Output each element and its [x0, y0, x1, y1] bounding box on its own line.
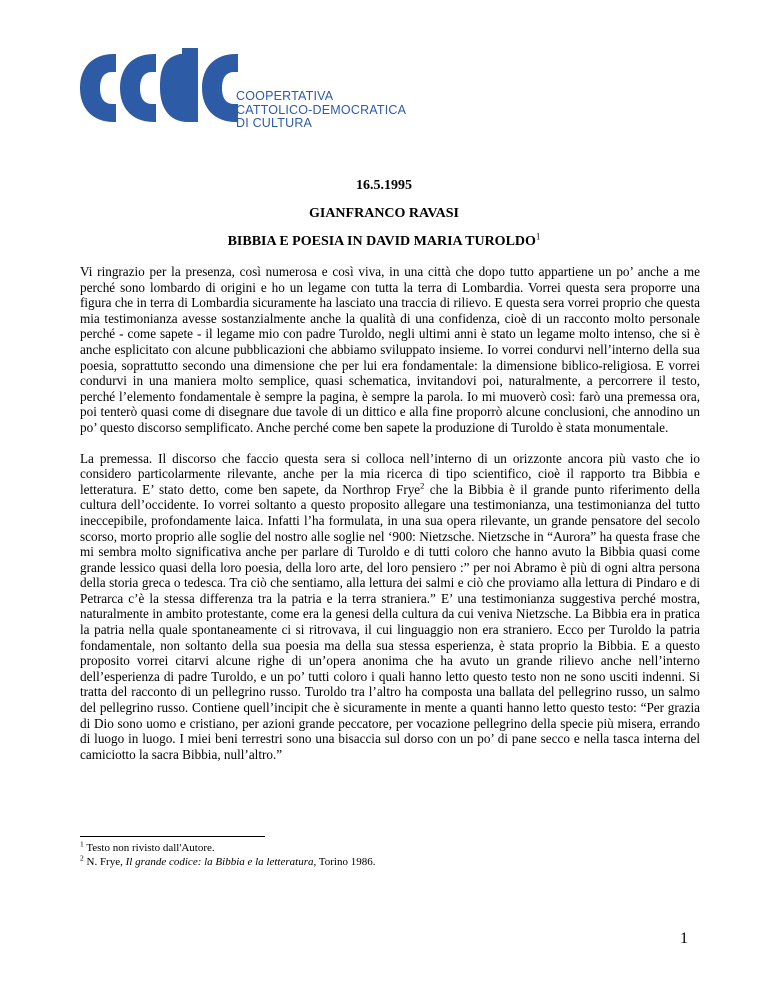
- footnote-1: [80, 839, 375, 856]
- footnote-text-pre: N. Frye,: [86, 855, 126, 868]
- footnote-number: 1: [80, 839, 84, 849]
- footnote-divider: [80, 836, 265, 837]
- organization-line-3: DI CULTURA: [236, 116, 313, 130]
- organization-line-2: CATTOLICO-DEMOCRATICA: [236, 102, 407, 117]
- footnote-2: [80, 852, 376, 870]
- footnote-number: 2: [80, 852, 84, 862]
- page-number: 1: [680, 930, 688, 947]
- document-body: [80, 264, 700, 777]
- footnote-text-post: , Torino 1986.: [313, 855, 376, 868]
- footnote-book-title: Il grande codice: la Bibbia e la letteratura: [125, 855, 314, 868]
- footnote-ref-1[interactable]: 1: [535, 231, 541, 242]
- footnotes: [80, 839, 376, 869]
- organization-line-1: COOPERTATIVA: [236, 89, 334, 103]
- organization-name: [236, 90, 406, 131]
- footnote-text: Testo non rivisto dall'Autore.: [86, 842, 215, 854]
- paragraph-2: [80, 451, 700, 763]
- paragraph-2-text-a: La premessa. Il discorso che faccio questa sera si colloca nell’interno di un orizzonte ancora più vasto che io considero particolarmente rilevante, anche per la mia ricerca di tipo scientifico, cioè il rapporto tra Bibbia e letteratura. E’ stato detto, come ben sapete, da Northrop Frye: [80, 450, 700, 497]
- lecture-title-text: BIBBIA E POESIA IN DAVID MARIA TUROLDO: [227, 234, 536, 249]
- paragraph-1: Vi ringrazio per la presenza, così numerosa e così viva, in una città che dopo tutto appartiene un po’ anche a me perché sono lombardo di origini e ho un legame con tutta la terra di Lombardia. Vorrei questa sera proporre una figura che in terra di Lombardia sicuramente ha lasciato una traccia di rilievo. E questa sera vorrei proprio che questa mia testimonianza avesse sostanzialmente anche la qualità di una confidenza, cioè di un racconto molto personale perché - come sapete - il legame mio con padre Turoldo, negli ultimi anni è stato un legame molto intenso, che si è anche esplicitato con alcune pubblicazioni che abbiamo sviluppato insieme. Io vorrei condurvi nell’interno della sua poesia, soprattutto secondo una dimensione che per lui era fondamentale: la dimensione biblico-religiosa. E vorrei condurvi in una maniera molto semplice, quasi schematica, invitandovi poi, naturalmente, a percorrere il testo, perché l’elemento fondamentale è sempre la pagina, è sempre la parola. Io mi muoverò così: farò una premessa ora, poi tenterò quasi come di disegnare due tavole di un dittico e alla fine proporrò alcune conclusioni, che annodino un po’ questo discorso semplificato. Anche perché come ben sapete la produzione di Turoldo è stata monumentale.: [80, 264, 700, 435]
- lecture-date: 16.5.1995: [356, 178, 412, 193]
- lecture-title: [0, 231, 768, 250]
- paragraph-2-text-b: che la Bibbia è il grande punto riferimento della cultura dell’occidente. Io vorrei soltanto a questo proposito allegare una testimonianza, una testimonianza del tutto ineccepibile, profondamente laica. Infatti l’ha formulata, in una sua opera rilevante, un grande pensatore del secolo scorso, morto proprio alle soglie del nostro alle soglie nel ‘900: Nietzsche. Nietzsche in “Aurora” ha questa frase che mi sembra molto significativa anche per parlare di Turoldo e di tutti coloro che hanno avuto la Bibbia quasi come grande lessico quasi della loro poesia, della loro arte, del loro pensiero :” per noi Abramo è più di ogni altra persona della storia greca o tedesca. Tra ciò che sentiamo, alla lettura dei salmi e ciò che proviamo alla lettura di Pindaro e di Petrarca c’è la stessa differenza tra la patria e la terra straniera.” E’ una testimonianza suggestiva perché mostra, naturalmente in ambito protestante, come era la genesi della cultura da cui veniva Nietzsche. La Bibbia era in pratica la patria nella quale spontaneamente ci si ritrovava, il cui linguaggio non era straniero. Ecco per Turoldo la patria fondamentale, non soltanto della sua poesia ma della sua stessa esperienza, è stata proprio la Bibbia. E a questo proposito vorrei citarvi alcune righe di un’opera anonima che ha avuto un grande rilievo anche nell’interno dell’esperienza di padre Turoldo, e un po’ tutti coloro i quali hanno letto questo testo non ne sono usciti indenni. Si tratta del racconto di un pellegrino russo. Turoldo tra l’altro ha composta una ballata del pellegrino russo, un salmo del pellegrino russo. Contiene quell’incipit che è sicuramente in mente a quanti hanno letto questo testo: “Per grazia di Dio sono uomo e cristiano, per azioni grande peccatore, per vocazione pellegrino della specie più misera, errando di luogo in luogo. I miei beni terrestri sono una bisaccia sul dorso con un po’ di pane secco e nella tasca interna del camiciotto la sacra Bibbia, null’altro.”: [80, 481, 700, 762]
- footnote-ref-2[interactable]: 2: [420, 480, 425, 491]
- author-name: GIANFRANCO RAVASI: [308, 206, 459, 221]
